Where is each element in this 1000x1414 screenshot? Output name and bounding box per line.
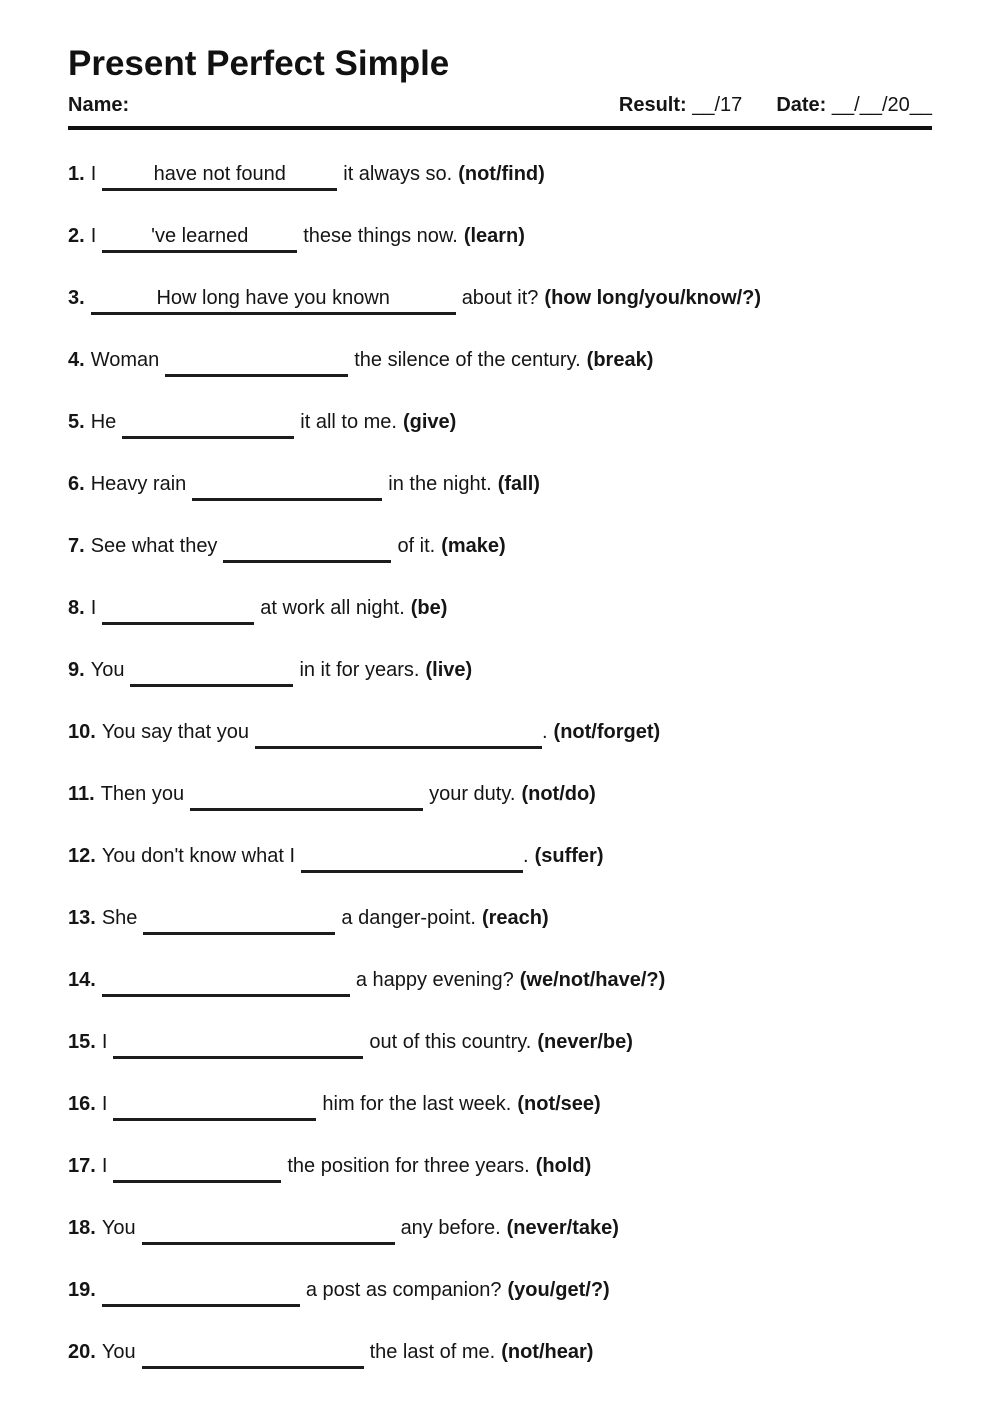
- exercise-item: [68, 1029, 932, 1059]
- item-pre-text: Heavy rain: [90, 473, 187, 495]
- exercise-item: [68, 161, 932, 191]
- item-post-text: out of this country.: [369, 1031, 532, 1053]
- item-post-text: the silence of the century.: [354, 349, 581, 371]
- exercise-item: [68, 1091, 932, 1121]
- item-post-text: the last of me.: [369, 1341, 496, 1363]
- item-pre-text: You: [101, 1341, 136, 1363]
- page-title: Present Perfect Simple: [68, 44, 450, 83]
- exercise-item: [68, 533, 932, 563]
- item-number: 8.: [68, 597, 85, 619]
- name-label: Name:: [68, 94, 130, 116]
- item-number: 1.: [68, 163, 85, 185]
- name-field[interactable]: [68, 94, 129, 117]
- answer-blank[interactable]: [113, 1029, 363, 1059]
- item-number: 19.: [68, 1279, 96, 1301]
- item-number: 10.: [68, 721, 96, 743]
- item-number: 12.: [68, 845, 96, 867]
- item-number: 9.: [68, 659, 85, 681]
- answer-blank[interactable]: [142, 1215, 395, 1245]
- answer-blank[interactable]: [190, 781, 423, 811]
- answer-blank[interactable]: [255, 719, 542, 749]
- answer-text: 've learned: [151, 225, 249, 247]
- item-post-text: in the night.: [388, 473, 492, 495]
- exercise-item: [68, 285, 932, 315]
- verb-hint: (give): [402, 411, 457, 433]
- answer-blank[interactable]: [223, 533, 391, 563]
- result-value: __/17: [692, 94, 743, 116]
- verb-hint: (fall): [497, 473, 540, 495]
- item-pre-text: I: [90, 163, 97, 185]
- item-post-text: in it for years.: [299, 659, 420, 681]
- item-post-text: about it?: [461, 287, 539, 309]
- verb-hint: (live): [425, 659, 473, 681]
- item-pre-text: You: [90, 659, 125, 681]
- item-post-text: a post as companion?: [305, 1279, 502, 1301]
- item-number: 20.: [68, 1341, 96, 1363]
- answer-blank[interactable]: [102, 161, 337, 191]
- item-pre-text: He: [90, 411, 117, 433]
- result-date-group: [619, 94, 932, 117]
- verb-hint: (make): [441, 535, 506, 557]
- answer-text: have not found: [153, 163, 286, 185]
- verb-hint: (be): [410, 597, 448, 619]
- item-post-text: .: [541, 721, 548, 743]
- answer-blank[interactable]: [165, 347, 348, 377]
- verb-hint: (not/hear): [501, 1341, 594, 1363]
- exercise-item: [68, 1153, 932, 1183]
- answer-blank[interactable]: [301, 843, 523, 873]
- verb-hint: (suffer): [534, 845, 604, 867]
- item-pre-text: See what they: [90, 535, 218, 557]
- exercise-item: [68, 905, 932, 935]
- exercise-item: [68, 1215, 932, 1245]
- exercise-item: [68, 223, 932, 253]
- answer-blank[interactable]: [113, 1091, 316, 1121]
- item-post-text: a happy evening?: [355, 969, 514, 991]
- item-pre-text: Then you: [100, 783, 185, 805]
- verb-hint: (not/find): [458, 163, 545, 185]
- header-meta-row: [68, 94, 932, 117]
- exercise-item: [68, 657, 932, 687]
- item-post-text: these things now.: [303, 225, 458, 247]
- item-post-text: your duty.: [429, 783, 516, 805]
- verb-hint: (reach): [481, 907, 549, 929]
- exercise-item: [68, 409, 932, 439]
- item-pre-text: I: [90, 597, 97, 619]
- item-post-text: any before.: [400, 1217, 501, 1239]
- result-field[interactable]: [619, 94, 742, 117]
- exercise-item: [68, 347, 932, 377]
- item-number: 5.: [68, 411, 85, 433]
- verb-hint: (learn): [463, 225, 525, 247]
- verb-hint: (never/be): [537, 1031, 633, 1053]
- verb-hint: (break): [586, 349, 654, 371]
- item-post-text: him for the last week.: [322, 1093, 512, 1115]
- answer-blank[interactable]: [143, 905, 335, 935]
- exercise-item: [68, 1339, 932, 1369]
- item-pre-text: I: [101, 1031, 108, 1053]
- item-post-text: it all to me.: [300, 411, 397, 433]
- header-divider: [68, 126, 932, 130]
- date-label: Date:: [776, 94, 827, 116]
- exercise-item: [68, 1277, 932, 1307]
- item-number: 6.: [68, 473, 85, 495]
- item-number: 13.: [68, 907, 96, 929]
- verb-hint: (not/see): [517, 1093, 601, 1115]
- answer-text: How long have you known: [156, 287, 390, 309]
- item-number: 4.: [68, 349, 85, 371]
- item-pre-text: You don't know what I: [101, 845, 296, 867]
- item-post-text: of it.: [397, 535, 436, 557]
- answer-blank[interactable]: [122, 409, 294, 439]
- answer-blank[interactable]: [192, 471, 382, 501]
- item-number: 2.: [68, 225, 85, 247]
- verb-hint: (how long/you/know/?): [544, 287, 762, 309]
- item-post-text: a danger-point.: [341, 907, 476, 929]
- exercise-item: [68, 967, 932, 997]
- answer-blank[interactable]: [142, 1339, 364, 1369]
- item-number: 16.: [68, 1093, 96, 1115]
- verb-hint: (never/take): [506, 1217, 619, 1239]
- verb-hint: (hold): [535, 1155, 592, 1177]
- answer-blank[interactable]: [130, 657, 293, 687]
- exercise-item: [68, 719, 932, 749]
- item-post-text: it always so.: [343, 163, 453, 185]
- item-post-text: .: [523, 845, 529, 867]
- item-post-text: the position for three years.: [287, 1155, 530, 1177]
- answer-blank[interactable]: [102, 967, 350, 997]
- exercise-item: [68, 595, 932, 625]
- exercise-item: [68, 781, 932, 811]
- verb-hint: (not/do): [521, 783, 596, 805]
- item-number: 14.: [68, 969, 96, 991]
- result-label: Result:: [618, 94, 687, 116]
- exercise-list: [68, 161, 932, 1369]
- item-pre-text: I: [90, 225, 97, 247]
- item-pre-text: I: [101, 1155, 108, 1177]
- item-number: 17.: [68, 1155, 96, 1177]
- item-pre-text: She: [101, 907, 138, 929]
- answer-blank[interactable]: [113, 1153, 281, 1183]
- answer-blank[interactable]: [102, 595, 254, 625]
- answer-blank[interactable]: [102, 223, 297, 253]
- verb-hint: (we/not/have/?): [519, 969, 666, 991]
- date-value: __/__/20__: [831, 94, 932, 116]
- verb-hint: (you/get/?): [507, 1279, 610, 1301]
- item-post-text: at work all night.: [260, 597, 405, 619]
- item-number: 3.: [68, 287, 85, 309]
- item-number: 18.: [68, 1217, 96, 1239]
- item-pre-text: You say that you: [101, 721, 249, 743]
- item-pre-text: I: [101, 1093, 108, 1115]
- answer-blank[interactable]: [102, 1277, 300, 1307]
- item-number: 7.: [68, 535, 85, 557]
- date-field[interactable]: [776, 94, 932, 117]
- verb-hint: (not/forget): [553, 721, 661, 743]
- item-pre-text: Woman: [90, 349, 160, 371]
- exercise-item: [68, 843, 932, 873]
- item-number: 15.: [68, 1031, 96, 1053]
- item-number: 11.: [68, 783, 95, 805]
- item-pre-text: You: [101, 1217, 136, 1239]
- exercise-item: [68, 471, 932, 501]
- answer-blank[interactable]: [91, 285, 456, 315]
